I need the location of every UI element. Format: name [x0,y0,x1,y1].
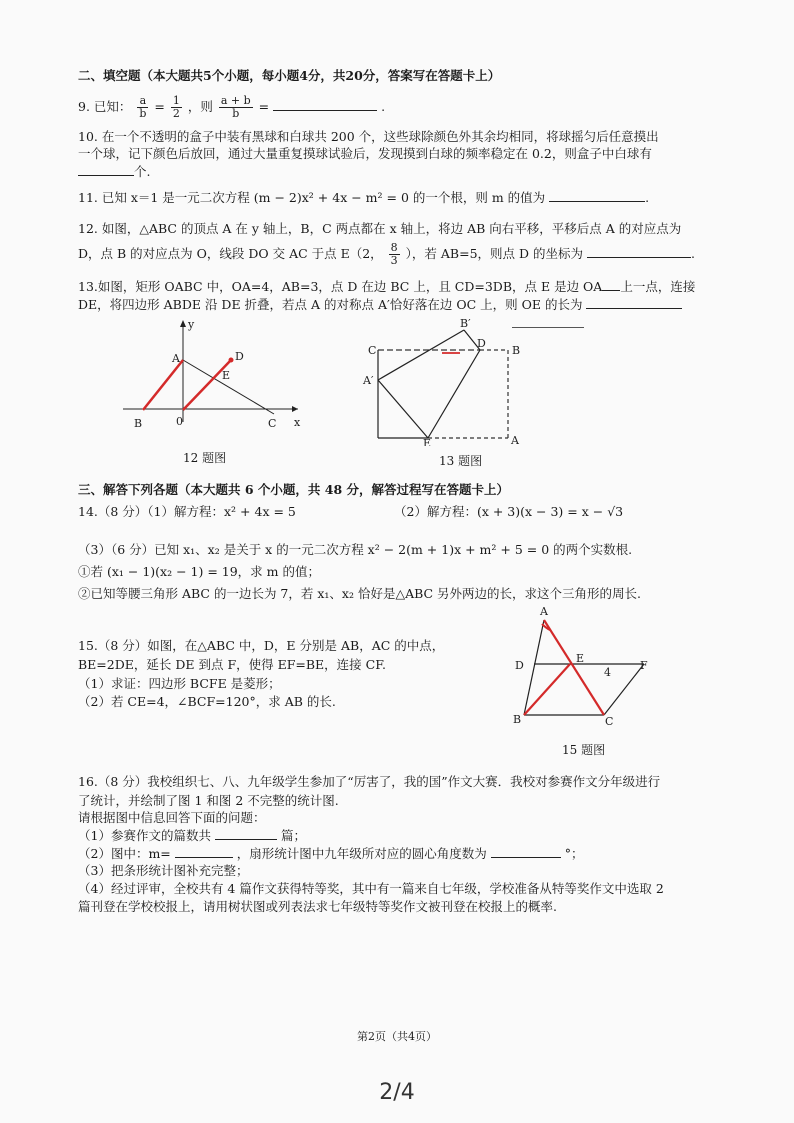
label-b: B [134,417,143,430]
label-c: C [268,417,277,430]
blank-oa [602,278,620,291]
label-e: E [576,652,585,665]
label-x: x [294,416,301,429]
segment-ac-red [544,620,604,715]
figure-13 [360,314,530,446]
question-13-line1: 13.如图，矩形 OABC 中，OA=4，AB=3，点 D 在边 BC 上，且 CD=3DB，点 E 是边 OA 上一点，连接 [78,279,696,294]
question-15-line4: （2）若 CE=4，∠BCF=120°，求 AB 的长. [78,694,336,709]
label-c: C [605,715,614,728]
segment-ed [428,350,480,438]
label-a-prime: A′ [363,374,374,387]
label-b: B [512,344,521,357]
label-b: B [513,713,522,726]
question-14-sub1: ①若 (x₁ − 1)(x₂ − 1) = 19，求 m 的值； [78,564,320,579]
fraction-eight-thirds: $\frac{8}{3}$ [390,241,398,267]
label-a: A [511,434,519,446]
question-15-line2: BE=2DE，延长 DE 到点 F，使得 EF=BE，连接 CF. [78,657,386,672]
fraction-a-plus-b-over-b: $\frac{a + b}{b}$ [220,94,251,120]
page-footer: 第2页（共4页） [357,1030,437,1043]
segment-ape [378,380,428,438]
x-axis-arrow-icon [292,406,298,412]
label-a: A [172,352,180,365]
question-16-line2: 了统计，并绘制了图 1 和图 2 不完整的统计图. [78,793,339,808]
section2-title: 二、填空题（本大题共5个小题，每小题4分，共20分，答案写在答题卡上） [78,68,501,83]
question-14-part1: 14.（8 分）（1）解方程：x² + 4x = 5 [78,504,296,519]
fraction-a-over-b: $\frac{a}{b}$ [139,94,147,120]
answer-blank-q16-count[interactable] [215,827,277,840]
label-c: C [368,344,377,357]
question-16-part1: （1）参赛作文的篇数共 篇； [78,828,306,843]
answer-blank-q16-angle[interactable] [491,845,561,858]
label-a: A [540,605,548,618]
question-12-line1: 12. 如图，△ABC 的顶点 A 在 y 轴上，B，C 两点都在 x 轴上，将边 AB 向右平移，平移后点 A 的对应点为 [78,221,682,236]
point-d [229,358,234,363]
label-b-prime: B′ [460,317,471,330]
label-d: D [477,337,486,350]
question-9: 9. 已知： $\frac{a}{b}$ = $\frac{1}{2}$ ，则 $\frac{a + b}{b}$ = . [78,94,386,120]
label-length-4: 4 [604,666,611,679]
answer-blank-q13[interactable] [586,296,682,309]
question-14-part3: （3）（6 分）已知 x₁、x₂ 是关于 x 的一元二次方程 x² − 2(m + 1)x + m² + 5 = 0 的两个实数根. [78,542,633,557]
segment-be-red [524,664,570,715]
label-d: D [235,350,244,363]
question-10-line2: 一个球，记下颜色后放回，通过大量重复摸球试验后，发现摸到白球的频率稳定在 0.2，则盒子中白球有 [78,146,652,161]
question-15-line1: 15.（8 分）如图，在△ABC 中，D，E 分别是 AB，AC 的中点， [78,638,445,653]
answer-blank-q9[interactable] [273,98,377,111]
question-10-line1: 10. 在一个不透明的盒子中装有黑球和白球共 200 个，这些球除颜色外其余均相同，将球摇匀后任意摸出 [78,129,659,144]
label-e: E [222,369,231,382]
answer-blank-q12[interactable] [587,245,691,258]
label-d: D [515,659,524,672]
question-16-part4-line1: （4）经过评审，全校共有 4 篇作文获得特等奖，其中有一篇来自七年级，学校准备从特等奖作文中选取 2 [78,881,664,896]
question-16-part4-line2: 篇刊登在学校校报上，请用树状图或列表法求七年级特等奖作文被刊登在校报上的概率. [78,899,557,914]
answer-blank-q11[interactable] [549,189,645,202]
question-13-line2: DE，将四边形 ABDE 沿 DE 折叠，若点 A 的对称点 A′恰好落在边 OC 上，则 OE 的长为 [78,296,682,313]
label-o: 0 [176,415,183,428]
question-12-line2: D，点 B 的对应点为 O，线段 DO 交 AC 于点 E（2， $\frac{8}{3}$ ），若 AB=5，则点 D 的坐标为 . [78,241,695,267]
caption-figure-15: 15 题图 [562,743,606,757]
question-16-part2: （2）图中：m= ，扇形统计图中九年级所对应的圆心角度数为 °； [78,846,584,861]
label-e: E [423,437,432,446]
label-f: F [640,659,648,672]
fraction-one-half: $\frac{1}{2}$ [172,94,180,120]
question-16-line1: 16.（8 分）我校组织七、八、九年级学生参加了“厉害了，我的国”作文大赛．我校对参赛作文分年级进行 [78,774,661,789]
figure-15 [506,602,686,732]
question-11: 11. 已知 x＝1 是一元二次方程 (m − 2)x² + 4x − m² = 0 的一个根，则 m 的值为 . [78,190,650,205]
q9-prefix: 9. 已知： [78,99,132,114]
segment-apbp [378,330,464,380]
answer-blank-q10[interactable] [78,163,134,176]
page-counter: 2/4 [379,1080,415,1105]
section3-title: 三、解答下列各题（本大题共 6 个小题，共 48 分，解答过程写在答题卡上） [78,482,510,497]
question-14-sub2: ②已知等腰三角形 ABC 的一边长为 7，若 x₁、x₂ 恰好是△ABC 另外两边的长，求这个三角形的周长. [78,586,642,601]
segment-od [183,360,231,410]
side-ab [524,620,544,715]
caption-figure-13: 13 题图 [439,454,483,468]
answer-blank-q16-m[interactable] [175,845,233,858]
question-14-part2: （2）解方程：(x + 3)(x − 3) = x − √3 [394,504,624,519]
question-16-line3: 请根据图中信息回答下面的问题： [78,810,266,825]
segment-ab [143,360,183,410]
caption-figure-12: 12 题图 [183,451,227,465]
question-10-line3: 个. [78,163,150,180]
y-axis-arrow-icon [180,320,186,327]
figure-12 [118,314,308,440]
label-y: y [188,318,195,331]
question-15-line3: （1）求证：四边形 BCFE 是菱形； [78,676,281,691]
question-16-part3: （3）把条形统计图补充完整； [78,863,249,878]
